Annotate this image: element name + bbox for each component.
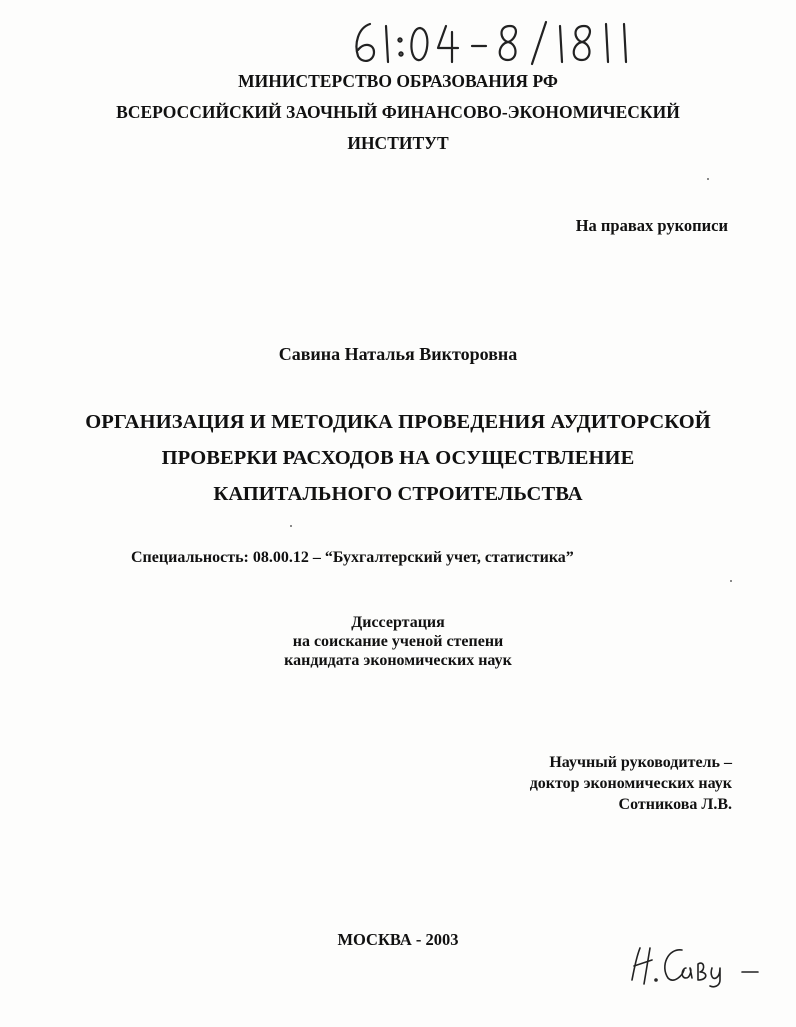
supervisor-label: Научный руководитель –: [549, 754, 732, 771]
paper-speck: [707, 178, 709, 180]
dissertation-title: [0, 404, 796, 512]
degree-line1: Диссертация: [351, 614, 445, 631]
handwritten-signature: [624, 940, 764, 990]
degree-statement: [0, 613, 796, 670]
manuscript-rights-note: На правах рукописи: [575, 216, 728, 235]
specialty-line: Специальность: 08.00.12 – “Бухгалтерский учет, статистика”: [131, 549, 574, 566]
institution-header: [0, 66, 796, 159]
supervisor-name: Сотникова Л.В.: [618, 796, 732, 813]
institute-name-line2: ИНСТИТУТ: [347, 133, 449, 153]
institute-name-line1: ВСЕРОССИЙСКИЙ ЗАОЧНЫЙ ФИНАНСОВО-ЭКОНОМИЧЕСКИЙ: [116, 102, 680, 122]
supervisor-degree: доктор экономических наук: [529, 775, 732, 792]
paper-speck: [290, 525, 292, 527]
city-year: МОСКВА - 2003: [337, 930, 459, 949]
ministry-name: МИНИСТЕРСТВО ОБРАЗОВАНИЯ РФ: [238, 71, 558, 91]
title-line2: ПРОВЕРКИ РАСХОДОВ НА ОСУЩЕСТВЛЕНИЕ: [161, 447, 635, 469]
degree-line3: кандидата экономических наук: [284, 652, 512, 669]
title-line1: ОРГАНИЗАЦИЯ И МЕТОДИКА ПРОВЕДЕНИЯ АУДИТОРСКОЙ: [85, 411, 711, 433]
author-name: Савина Наталья Викторовна: [278, 344, 518, 364]
degree-line2: на соискание ученой степени: [292, 633, 504, 650]
supervisor-block: [530, 752, 732, 815]
paper-speck: [730, 580, 732, 582]
title-line3: КАПИТАЛЬНОГО СТРОИТЕЛЬСТВА: [213, 483, 583, 505]
handwritten-archive-code: [348, 18, 638, 68]
